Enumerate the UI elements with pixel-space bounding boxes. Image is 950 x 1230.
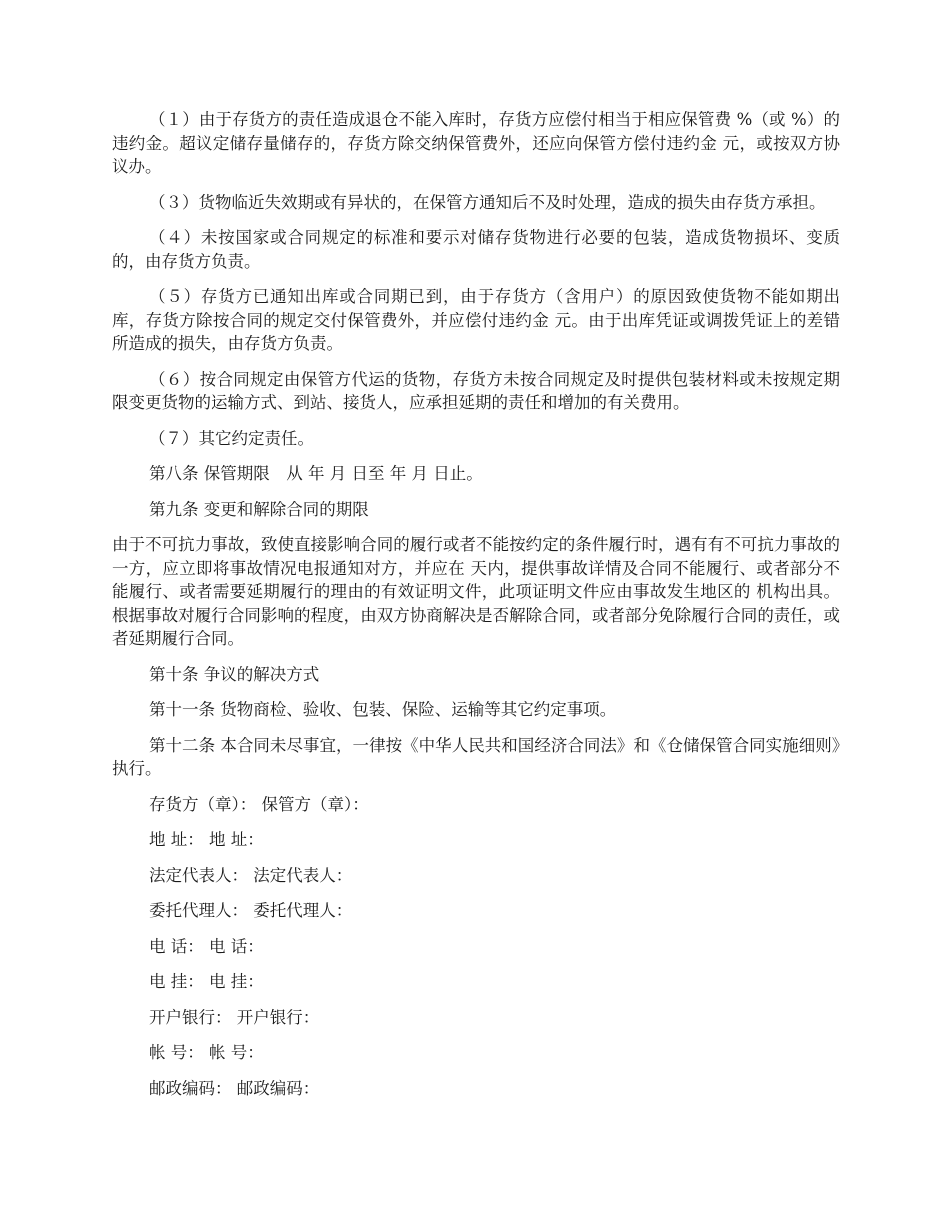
- article-12-supplementary: 第十二条 本合同未尽事宜，一律按《中华人民共和国经济合同法》和《仓储保管合同实施细则》执行。: [112, 735, 840, 778]
- document-page: [112, 108, 840, 1112]
- clause-4: （４）未按国家或合同规定的标准和要示对储存货物进行必要的包装，造成货物损坏、变质的，由存货方负责。: [112, 228, 840, 271]
- article-10-dispute-resolution: 第十条 争议的解决方式: [149, 664, 320, 684]
- signature-agent-line: 委托代理人： 委托代理人：: [149, 901, 353, 920]
- signature-phone-line: 电 话： 电 话：: [149, 936, 264, 956]
- signature-seal-line: 存货方（章）： 保管方（章）：: [149, 794, 369, 814]
- clause-3: （３）货物临近失效期或有异状的，在保管方通知后不及时处理，造成的损失由存货方承担。: [149, 192, 826, 212]
- article-9-heading: 第九条 变更和解除合同的期限: [149, 499, 369, 519]
- signature-postcode-line: 邮政编码： 邮政编码：: [149, 1078, 320, 1098]
- signature-legal-rep-line: 法定代表人： 法定代表人：: [149, 865, 353, 885]
- signature-telegram-line: 电 挂： 电 挂：: [149, 972, 264, 991]
- signature-account-line: 帐 号： 帐 号：: [149, 1043, 264, 1062]
- clause-5: （５）存货方已通知出库或合同期已到，由于存货方（含用户）的原因致使货物不能如期出库，存货方除按合同的规定交付保管费外，并应偿付违约金 元。由于出库凭证或调拨凭证上的差错所造成的损失，由存货方负责。: [112, 287, 840, 353]
- article-11-other-matters: 第十一条 货物商检、验收、包装、保险、运输等其它约定事项。: [149, 700, 617, 719]
- clause-1: （１）由于存货方的责任造成退仓不能入库时，存货方应偿付相当于相应保管费 %（或 %）的违约金。超议定储存量储存的，存货方除交纳保管费外，还应向保管方偿付违约金 元，或按双方协议办。: [112, 110, 840, 176]
- signature-address-line: 地 址： 地 址：: [149, 830, 264, 849]
- signature-bank-line: 开户银行： 开户银行：: [149, 1007, 320, 1027]
- clause-6: （６）按合同规定由保管方代运的货物，存货方未按合同规定及时提供包装材料或未按规定期限变更货物的运输方式、到站、接货人，应承担延期的责任和增加的有关费用。: [112, 369, 840, 412]
- article-9-body: 由于不可抗力事故，致使直接影响合同的履行或者不能按约定的条件履行时，遇有有不可抗力事故的一方，应立即将事故情况电报通知对方，并应在 天内，提供事故详情及合同不能履行、或者部分不能履行、或者需要延期履行的理由的有效证明文件，此项证明文件应由事故发生地区的 机构出具。根据事故对履行合同影响的程度，由双方协商解决是否解除合同，或者部分免除履行合同的责任，或者延期履行合同。: [112, 535, 840, 648]
- clause-7: （７）其它约定责任。: [149, 428, 314, 448]
- signature-block: [112, 793, 840, 1101]
- article-8-storage-period: 第八条 保管期限 从 年 月 日至 年 月 日止。: [149, 464, 483, 483]
